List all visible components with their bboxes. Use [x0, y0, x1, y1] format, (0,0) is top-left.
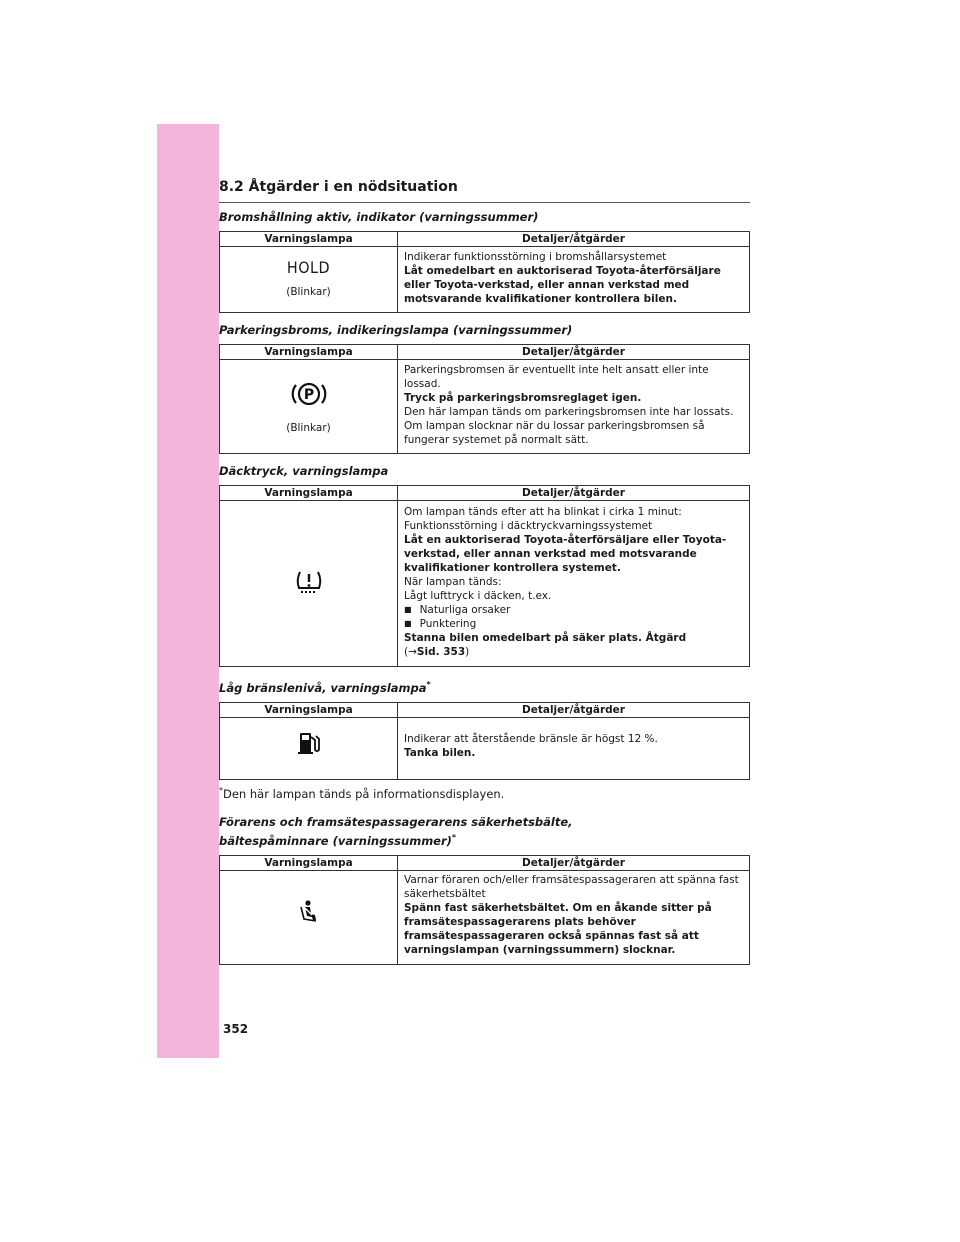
fuel-detail [398, 717, 750, 779]
hold-block [219, 210, 750, 313]
tire-table [219, 485, 750, 667]
footnote-text: Den här lampan tänds på informationsdisplayen. [223, 786, 505, 801]
hold-detail-text: Indikerar funktionsstörning i bromshållarsystemet [404, 250, 667, 263]
col-header-lamp: Varningslampa [220, 855, 398, 870]
col-header-lamp: Varningslampa [220, 486, 398, 501]
parking-table [219, 344, 750, 454]
parking-detail-text: Parkeringsbromsen är eventuellt inte helt ansatt eller inte lossad. [404, 363, 709, 390]
seatbelt-icon-cell [220, 870, 398, 964]
seatbelt-block [219, 815, 750, 965]
col-header-lamp: Varningslampa [220, 345, 398, 360]
col-header-lamp: Varningslampa [220, 232, 398, 247]
col-header-lamp: Varningslampa [220, 702, 398, 717]
tire-detail-stop: Stanna bilen omedelbart på säker plats. Åtgärd [404, 631, 687, 644]
fuel-block [219, 677, 750, 780]
chapter-side-tab [157, 124, 219, 1058]
seatbelt-title-mark: * [451, 833, 457, 842]
fuel-detail-action: Tanka bilen. [404, 747, 476, 760]
tire-icon-cell [220, 501, 398, 667]
hold-title: Bromshållning aktiv, indikator (varningssummer) [219, 210, 539, 224]
fuel-title [219, 677, 750, 696]
parking-detail-info: Den här lampan tänds om parkeringsbromsen inte har lossats. Om lampan slocknar när du lossar parkeringsbromsen så fungerar systemet på normalt sätt. [404, 405, 734, 446]
tire-bullet-1: ■ Naturliga orsaker [404, 603, 745, 617]
footnote [219, 786, 504, 801]
tire-pressure-icon [294, 568, 324, 596]
parking-detail-action: Tryck på parkeringsbromsreglaget igen. [404, 391, 642, 404]
seatbelt-detail-action: Spänn fast säkerhetsbältet. Om en åkande sitter på framsätespassagerarens plats behöver framsätespassageraren också spännas fast så att varningslampan (varningssummern) slocknar. [404, 902, 712, 957]
col-header-detail: Detaljer/åtgärder [398, 345, 750, 360]
hold-icon-cell [220, 247, 398, 313]
seatbelt-detail-text: Varnar föraren och/eller framsätespassageraren att spänna fast säkerhetsbältet [404, 874, 739, 901]
tire-title: Däcktryck, varningslampa [219, 464, 389, 478]
tire-detail-line4: Lågt lufttryck i däcken, t.ex. [404, 589, 552, 602]
page-ref-link[interactable]: Sid. 353 [416, 645, 466, 658]
col-header-detail: Detaljer/åtgärder [398, 855, 750, 870]
parking-detail [398, 360, 750, 454]
hold-blink-note: (Blinkar) [286, 285, 331, 298]
parking-blink-note: (Blinkar) [286, 421, 331, 434]
parking-title: Parkeringsbroms, indikeringslampa (varningssummer) [219, 323, 573, 337]
hold-detail-action: Låt omedelbart en auktoriserad Toyota-återförsäljare eller Toyota-verkstad, eller annan verkstad med motsvarande kvalifikationer kontrollera bilen. [404, 264, 721, 305]
tire-detail-line1: Om lampan tänds efter att ha blinkat i cirka 1 minut: [404, 505, 682, 518]
tire-bullet-2: ■ Punktering [404, 617, 745, 631]
seatbelt-table [219, 855, 750, 965]
fuel-title-text: Låg bränslenivå, varningslampa [219, 680, 427, 695]
seatbelt-title-text: Förarens och framsätespassagerarens säkerhetsbälte, bältespåminnare (varningssummer) [219, 815, 573, 848]
parking-brake-icon [289, 379, 329, 409]
hold-detail [398, 247, 750, 313]
ref-close-paren: ) [465, 645, 470, 658]
seatbelt-title [219, 815, 679, 849]
hold-icon: HOLD [286, 257, 331, 277]
tire-detail-action: Låt en auktoriserad Toyota-återförsäljare eller Toyota-verkstad, eller annan verkstad med motsvarande kvalifikationer kontrollera systemet. [404, 533, 727, 574]
fuel-pump-icon [297, 730, 321, 756]
col-header-detail: Detaljer/åtgärder [398, 702, 750, 717]
page-number: 352 [223, 1022, 249, 1036]
tire-block [219, 464, 750, 667]
parking-icon-cell [220, 360, 398, 454]
tire-page-ref [404, 645, 745, 659]
section-title: 8.2 Åtgärder i en nödsituation [219, 179, 458, 195]
seatbelt-detail [398, 870, 750, 964]
col-header-detail: Detaljer/åtgärder [398, 486, 750, 501]
tire-detail [398, 501, 750, 667]
footnote-mark: * [219, 786, 223, 795]
hold-table [219, 231, 750, 313]
arrow-right-icon: → [408, 645, 417, 658]
fuel-icon-cell [220, 717, 398, 779]
seatbelt-icon [298, 899, 320, 923]
fuel-detail-text: Indikerar att återstående bränsle är högst 12 %. [404, 733, 658, 746]
col-header-detail: Detaljer/åtgärder [398, 232, 750, 247]
tire-detail-line2: Funktionsstörning i däcktryckvarningssystemet [404, 519, 653, 532]
tire-detail-line3: När lampan tänds: [404, 575, 502, 588]
fuel-table [219, 702, 750, 780]
svg-text:P: P [303, 386, 314, 403]
fuel-title-mark: * [426, 680, 431, 689]
ref-open-paren: ( [404, 645, 409, 658]
section-header [219, 176, 750, 203]
parking-block [219, 323, 750, 454]
